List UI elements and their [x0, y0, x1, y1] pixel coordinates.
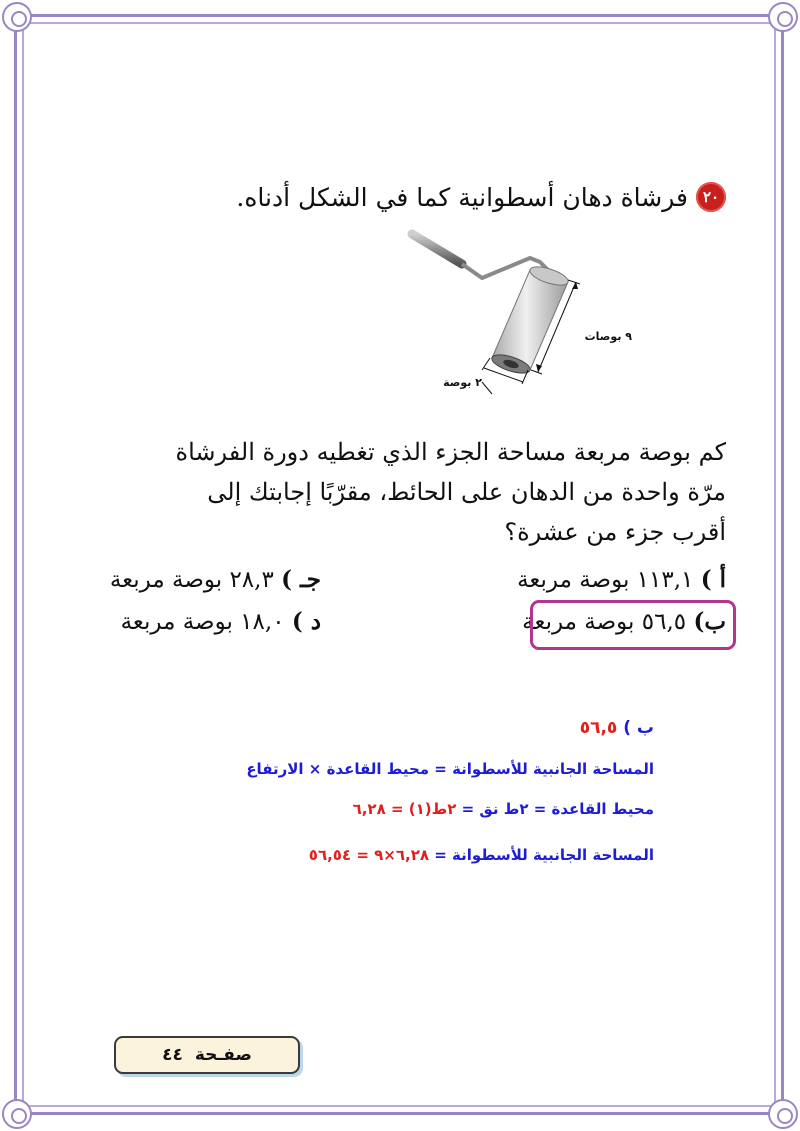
page-number-tag	[114, 1036, 300, 1074]
option-d-text: ١٨,٠ بوصة مربعة	[120, 609, 285, 635]
option-a-text: ١١٣,١ بوصة مربعة	[517, 567, 694, 593]
corner-ornament-bottom-left	[2, 1099, 32, 1129]
option-a-letter: أ )	[700, 566, 726, 593]
option-d	[121, 608, 321, 635]
question-title: فرشاة دهان أسطوانية كما في الشكل أدناه.	[236, 182, 688, 212]
circumference-label: محيط القاعدة = ٢ط نق =	[456, 800, 654, 818]
option-a	[517, 566, 726, 593]
question-number-badge: ٢٠	[696, 182, 726, 212]
option-c	[110, 566, 321, 593]
prompt-line-1: كم بوصة مربعة مساحة الجزء الذي تغطيه دورة الفرشاة	[175, 438, 726, 466]
corner-ornament-top-left	[2, 2, 32, 32]
solution-formula: المساحة الجانبية للأسطوانة = محيط القاعدة × الارتفاع	[246, 760, 654, 778]
solution-answer-letter: ب )	[623, 718, 654, 738]
prompt-line-3: أقرب جزء من عشرة؟	[504, 518, 726, 546]
roller-cylinder	[490, 263, 570, 377]
corner-ornament-bottom-right	[768, 1099, 798, 1129]
question-header	[166, 182, 726, 212]
paint-roller-figure	[390, 222, 640, 397]
correct-answer-highlight	[530, 600, 736, 650]
option-d-letter: د )	[291, 608, 321, 635]
solution-circumference	[94, 800, 654, 818]
option-b-text: ٥٦,٥ بوصة مربعة	[522, 609, 687, 635]
area-label: المساحة الجانبية للأسطوانة =	[429, 846, 654, 864]
question-prompt	[126, 432, 726, 552]
area-value: ٦,٢٨×٩ = ٥٦,٥٤	[308, 846, 430, 864]
prompt-line-2: مرّة واحدة من الدهان على الحائط، مقرّبًا إجابتك إلى	[207, 478, 726, 506]
solution-answer	[94, 718, 654, 738]
length-label: ٩ بوصات	[584, 330, 632, 343]
option-b-letter: ب)	[693, 608, 726, 635]
option-c-letter: جـ )	[281, 566, 321, 593]
solution-answer-value: ٥٦,٥	[579, 718, 618, 738]
page-number: ٤٤	[162, 1045, 183, 1065]
page-label: صفـحة	[194, 1045, 252, 1065]
solution-area	[94, 846, 654, 864]
option-c-text: ٢٨,٣ بوصة مربعة	[109, 567, 274, 593]
diameter-label: ٢ بوصة	[443, 376, 482, 389]
circumference-value: ٢ط(١) = ٦,٢٨	[352, 800, 457, 818]
corner-ornament-top-right	[768, 2, 798, 32]
